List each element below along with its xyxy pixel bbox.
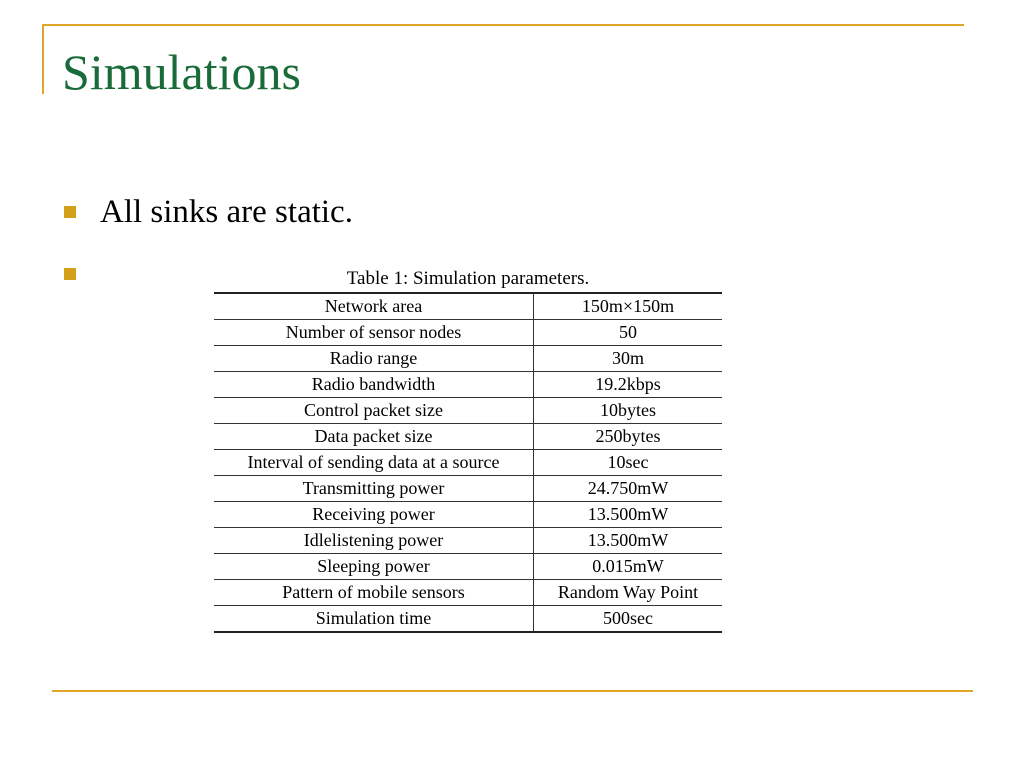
table-row: [214, 502, 722, 528]
bullet-text-1: All sinks are static.: [100, 194, 353, 230]
parameter-name-cell: Idlelistening power: [214, 528, 534, 554]
square-bullet-icon: [64, 206, 76, 218]
parameter-name-cell: Number of sensor nodes: [214, 320, 534, 346]
table-row: [214, 424, 722, 450]
parameter-name-cell: Sleeping power: [214, 554, 534, 580]
parameter-value-cell: 19.2kbps: [534, 372, 723, 398]
parameter-name-cell: Control packet size: [214, 398, 534, 424]
title-side-line: [42, 24, 44, 94]
parameter-value-cell: 10sec: [534, 450, 723, 476]
square-bullet-icon: [64, 268, 76, 280]
bottom-divider-line: [52, 690, 973, 692]
parameter-name-cell: Simulation time: [214, 606, 534, 633]
slide-title: Simulations: [62, 44, 301, 100]
table-caption: Table 1: Simulation parameters.: [346, 268, 590, 289]
parameter-name-cell: Interval of sending data at a source: [214, 450, 534, 476]
parameter-value-cell: 24.750mW: [534, 476, 723, 502]
parameter-name-cell: Radio bandwidth: [214, 372, 534, 398]
table-row: [214, 398, 722, 424]
table-row: [214, 320, 722, 346]
table-row: [214, 580, 722, 606]
parameter-value-cell: 13.500mW: [534, 528, 723, 554]
bullet-item-2: [64, 266, 76, 282]
table-row: [214, 346, 722, 372]
parameter-value-cell: Random Way Point: [534, 580, 723, 606]
parameter-name-cell: Pattern of mobile sensors: [214, 580, 534, 606]
table-row: [214, 293, 722, 320]
bullet-item-1: [64, 190, 353, 234]
table-row: [214, 606, 722, 633]
parameter-name-cell: Radio range: [214, 346, 534, 372]
parameter-name-cell: Transmitting power: [214, 476, 534, 502]
parameter-value-cell: 500sec: [534, 606, 723, 633]
parameter-name-cell: Network area: [214, 293, 534, 320]
table-row: [214, 528, 722, 554]
parameter-value-cell: 250bytes: [534, 424, 723, 450]
parameter-value-cell: 13.500mW: [534, 502, 723, 528]
parameter-value-cell: 30m: [534, 346, 723, 372]
table-row: [214, 554, 722, 580]
table-row: [214, 476, 722, 502]
table-row: [214, 450, 722, 476]
parameter-name-cell: Receiving power: [214, 502, 534, 528]
simulation-parameters-table: [214, 266, 722, 633]
parameters-table: [214, 292, 722, 633]
parameter-value-cell: 50: [534, 320, 723, 346]
parameter-value-cell: 150m×150m: [534, 293, 723, 320]
parameter-name-cell: Data packet size: [214, 424, 534, 450]
table-body: [214, 293, 722, 632]
parameter-value-cell: 10bytes: [534, 398, 723, 424]
top-divider-line: [42, 24, 964, 26]
parameter-value-cell: 0.015mW: [534, 554, 723, 580]
table-row: [214, 372, 722, 398]
